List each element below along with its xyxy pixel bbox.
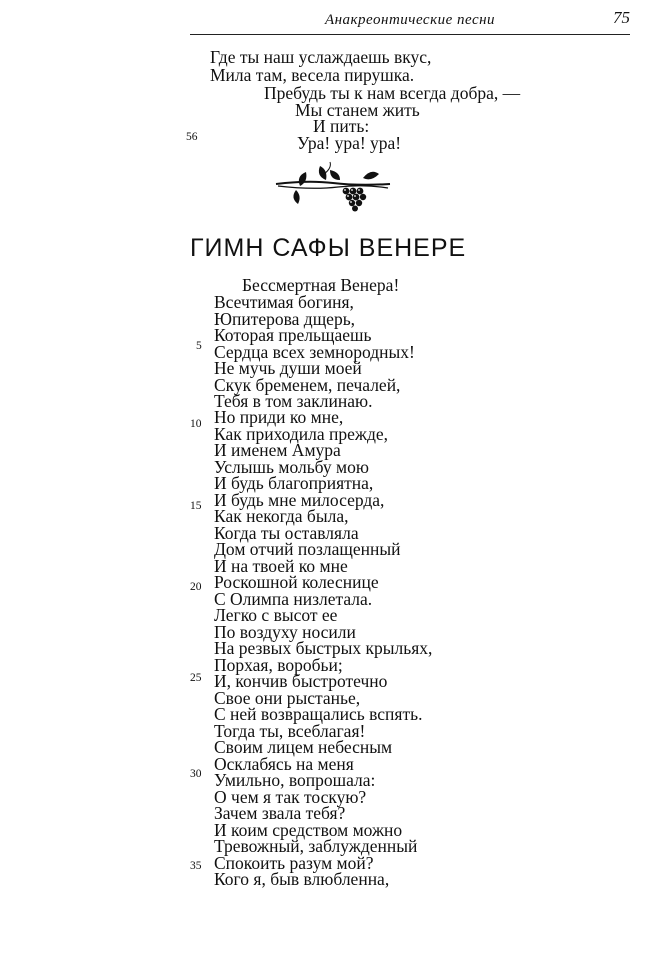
poem-line: На резвых быстрых крыльях, — [214, 638, 433, 658]
poem-line: По воздуху носили — [214, 622, 356, 642]
poem-line: Умильно, вопрошала: — [214, 770, 376, 790]
poem-line: И на твоей ко мне — [214, 556, 348, 576]
poem-line: Кого я, быв влюбленна, — [214, 869, 390, 889]
prev-poem-line: Ура! ура! ура! — [297, 133, 402, 153]
poem-line: Бессмертная Венера! — [242, 275, 400, 295]
prev-poem-line: Где ты наш услаждаешь вкус, — [210, 47, 432, 67]
poem-line: Спокоить разум мой? — [214, 853, 374, 873]
poem-line: Когда ты оставляла — [214, 523, 359, 543]
poem-line: Свое они рыстанье, — [214, 688, 361, 708]
prev-poem-line: И пить: — [313, 116, 370, 136]
poem-line: Роскошной колеснице — [214, 572, 379, 592]
grape-vine-ornament-icon — [268, 160, 398, 216]
line-number: 30 — [190, 768, 202, 780]
poem-line: Услышь мольбу мою — [214, 457, 369, 477]
poem-line: И будь мне милосерда, — [214, 490, 385, 510]
poem-line: Легко с высот ее — [214, 605, 338, 625]
poem-line: Тогда ты, всеблагая! — [214, 721, 366, 741]
header-rule — [190, 34, 630, 35]
line-number: 5 — [196, 340, 202, 352]
line-number: 25 — [190, 672, 202, 684]
prev-poem-line: Пребудь ты к нам всегда добра, — — [264, 83, 521, 103]
running-header — [190, 6, 630, 38]
poem-line: Всечтимая богиня, — [214, 292, 354, 312]
poem-line: И коим средством можно — [214, 820, 403, 840]
poem-title: ГИМН САФЫ ВЕНЕРЕ — [190, 234, 467, 262]
line-number: 35 — [190, 860, 202, 872]
poem-line: Осклабясь на меня — [214, 754, 354, 774]
poem-line: Порхая, воробьи; — [214, 655, 343, 675]
poem-line: Не мучь души моей — [214, 358, 362, 378]
poem-line: Своим лицем небесным — [214, 737, 393, 757]
line-number: 10 — [190, 418, 202, 430]
poem-line: С Олимпа низлетала. — [214, 589, 373, 609]
poem-line: Тебя в том заклинаю. — [214, 391, 373, 411]
line-number: 20 — [190, 581, 202, 593]
poem-line: О чем я так тоскую? — [214, 787, 367, 807]
poem-line: И будь благоприятна, — [214, 473, 374, 493]
poem-line: Которая прельщаешь — [214, 325, 372, 345]
poem-line: Тревожный, заблужденный — [214, 836, 418, 856]
page-number: 75 — [613, 8, 630, 27]
prev-poem-line: Мы станем жить — [295, 100, 420, 120]
poem-line: Юпитерова дщерь, — [214, 309, 356, 329]
poem-line: Скук бременем, печалей, — [214, 375, 401, 395]
line-number: 56 — [186, 131, 198, 143]
poem-line: Как некогда была, — [214, 506, 349, 526]
poem-line: Сердца всех земнородных! — [214, 342, 415, 362]
poem-line: С ней возвращались вспять. — [214, 704, 423, 724]
prev-poem-line: Мила там, весела пирушка. — [210, 65, 415, 85]
poem-line: И, кончив быстротечно — [214, 671, 388, 691]
poem-line: Зачем звала тебя? — [214, 803, 346, 823]
poem-line: Дом отчий позлащенный — [214, 539, 401, 559]
line-number: 15 — [190, 500, 202, 512]
poem-line: И именем Амура — [214, 440, 341, 460]
poem-line: Как приходила прежде, — [214, 424, 389, 444]
poem-line: Но приди ко мне, — [214, 407, 344, 427]
running-title: Анакреонтические песни — [324, 12, 496, 28]
